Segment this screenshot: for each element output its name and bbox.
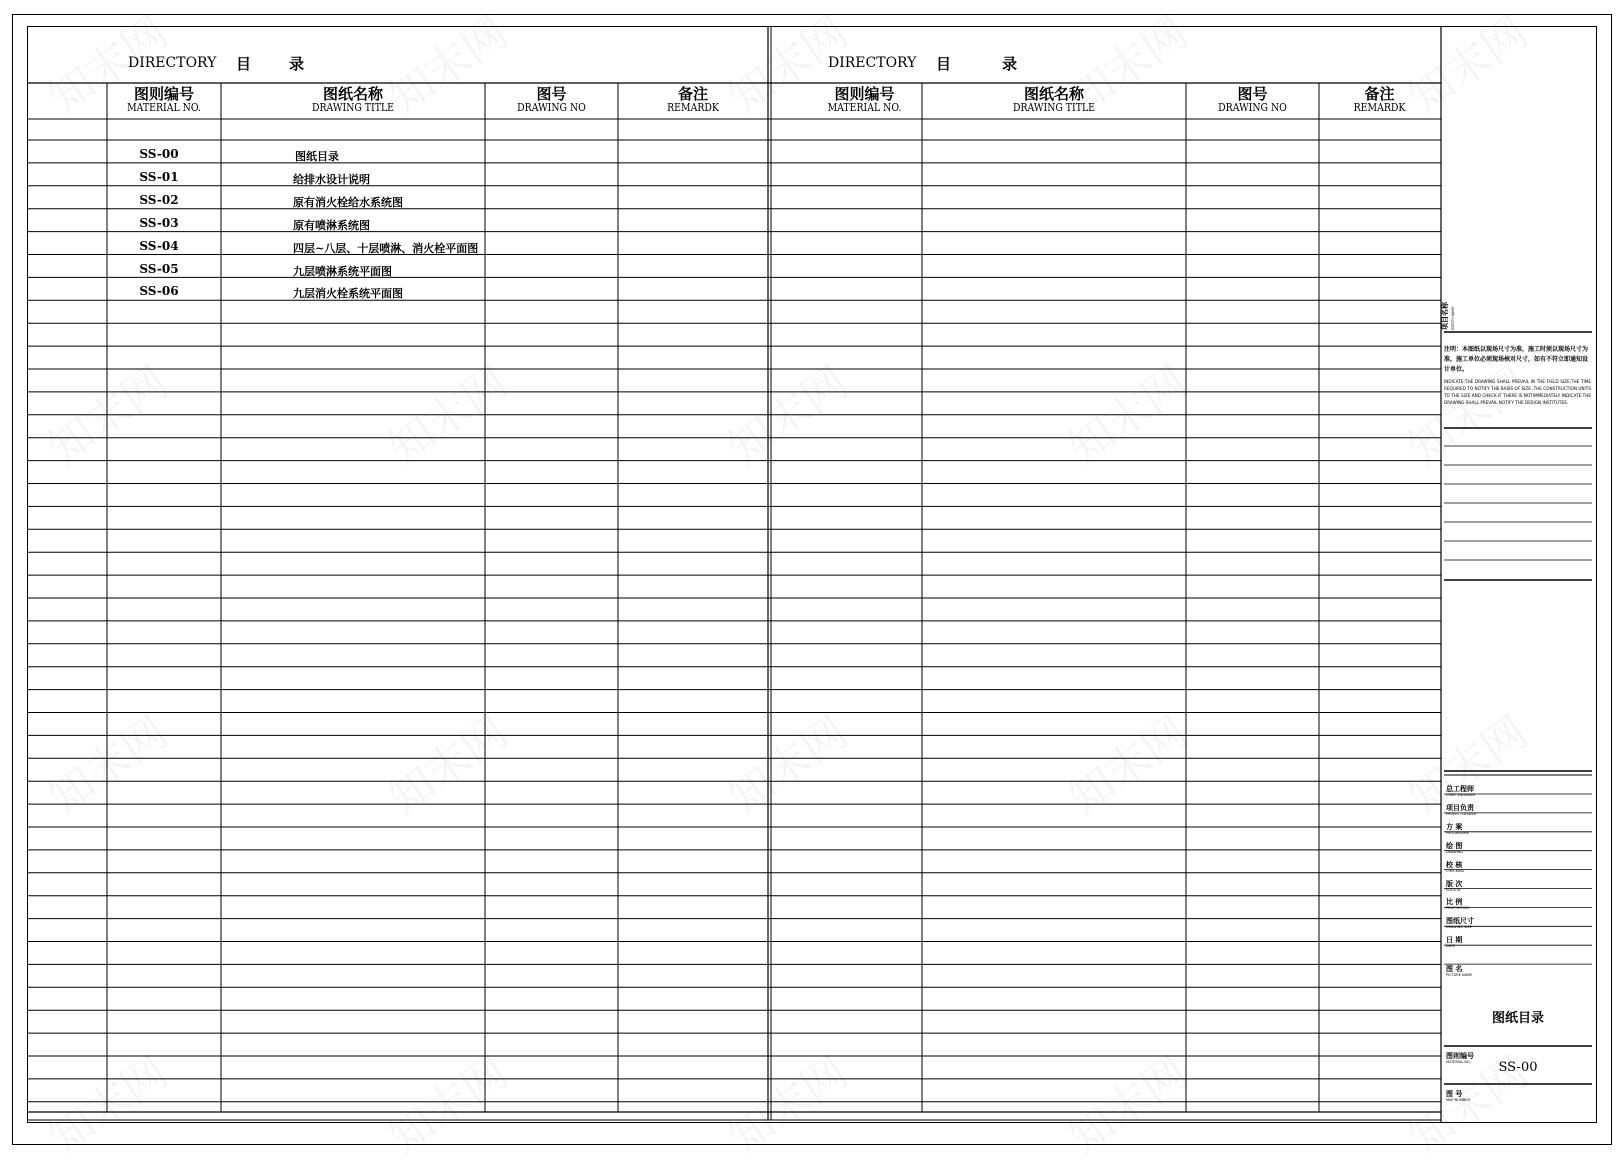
right-directory-title-cn-1: 目 (936, 55, 952, 73)
title-field-label: 项目负责 (1446, 803, 1474, 812)
right-header-remark: 备注 REMARDK (1353, 85, 1406, 114)
entity-name-label: 项目名称 (1441, 302, 1449, 330)
left-directory-title: DIRECTORY (128, 55, 217, 71)
title-field-sub: PROPORTION (1446, 906, 1469, 911)
title-field-label: 比 例 (1446, 898, 1463, 907)
left-row-drawing-title: 四层~八层、十层喷淋、消火栓平面图 (293, 241, 479, 255)
left-row-drawing-title: 图纸目录 (295, 150, 339, 163)
sheet-number-label: 图 号 (1446, 1090, 1463, 1098)
right-directory-title-cn-2: 录 (1002, 55, 1018, 73)
title-field-sub: PROGRAMME (1446, 830, 1469, 835)
title-field-sub: DATE (1446, 944, 1456, 949)
title-field-label: 总工程师 (1446, 785, 1474, 793)
title-field-sub: DRAWING (1446, 849, 1464, 854)
entity-name-sub: ENTITY NAME (1451, 306, 1455, 330)
picture-name-sub: PICTURE NAME (1446, 973, 1473, 977)
design-note-cn: 注明：本图纸以现场尺寸为准，施工时须以现场尺寸为准，施工单位必须现场核对尺寸，如有不符立即通知设计单位。 (1444, 346, 1589, 373)
title-field-label: 方 案 (1446, 822, 1463, 831)
title-field-sub: DRAWING SIZE (1446, 925, 1472, 930)
title-field-label: 日 期 (1446, 936, 1463, 945)
left-row-drawing-title: 九层消火栓系统平面图 (293, 287, 403, 301)
right-header-drawing-title: 图纸名称 DRAWING TITLE (1012, 85, 1096, 114)
left-header-remark: 备注 REMARDK (667, 85, 719, 114)
left-directory-title-cn-1: 目 (236, 55, 252, 73)
left-header-material-no: 图则编号 MATERIAL NO. (127, 85, 201, 114)
drawing-name-value: 图纸目录 (1491, 1011, 1544, 1026)
left-row-drawing-title: 九层喷淋系统平面图 (293, 264, 392, 278)
left-directory-title-cn-2: 录 (289, 55, 305, 73)
title-field-label: 图纸尺寸 (1446, 917, 1474, 926)
title-field-label: 版 次 (1446, 879, 1463, 888)
right-header-drawing-no: 图号 DRAWING NO (1218, 85, 1287, 114)
left-row-material-no: SS-03 (139, 215, 179, 230)
picture-name-label: 图 名 (1446, 965, 1463, 973)
material-no-label: 图则编号 (1446, 1052, 1474, 1060)
title-field-sub: PROJECT LEADER (1446, 811, 1477, 816)
right-header-material-no: 图则编号 MATERIAL NO. (827, 85, 902, 114)
left-row-material-no: SS-01 (139, 169, 179, 184)
left-row-drawing-title: 给排水设计说明 (293, 172, 370, 186)
title-field-sub: CHECKING (1446, 868, 1465, 873)
sheet-number-sub: MAP NUMBER (1446, 1098, 1470, 1102)
left-row-drawing-title: 原有喷淋系统图 (293, 218, 370, 232)
left-row-drawing-title: 原有消火栓给水系统图 (293, 195, 403, 209)
title-field-sub: EDITION (1446, 887, 1461, 892)
right-directory-title: DIRECTORY (828, 55, 917, 71)
left-header-drawing-no: 图号 DRAWING NO (517, 85, 586, 114)
title-field-label: 绘 图 (1446, 841, 1463, 850)
title-field-label: 校 核 (1446, 860, 1463, 869)
left-row-material-no: SS-00 (139, 147, 179, 161)
design-note-en: INDICATE:THE DRAWING SHALL PREVAIL IN THE FIELD SIZE,THE TIME REQUIRED TO NOTIFY THE BASIS OF SIZE ,THE CONSTRUCTION UNITS TO THE SIZE AND CHECK IF THERE IS NOTIMMEDIATELY INDICATE:THE DRAWING SHALL PREVAIL NOTIFY THE DESIGN INSTITUTES. (1444, 379, 1591, 405)
left-row-material-no: SS-04 (139, 238, 179, 253)
left-row-material-no: SS-02 (139, 192, 179, 207)
material-no-sub: MATERIAL NO. (1446, 1060, 1471, 1064)
left-row-material-no: SS-06 (139, 284, 179, 299)
title-field-sub: CHIEF ENGINEER (1446, 793, 1476, 797)
left-header-drawing-title: 图纸名称 DRAWING TITLE (311, 85, 395, 114)
material-no-value: SS-00 (1498, 1060, 1538, 1075)
left-row-material-no: SS-05 (139, 261, 179, 276)
